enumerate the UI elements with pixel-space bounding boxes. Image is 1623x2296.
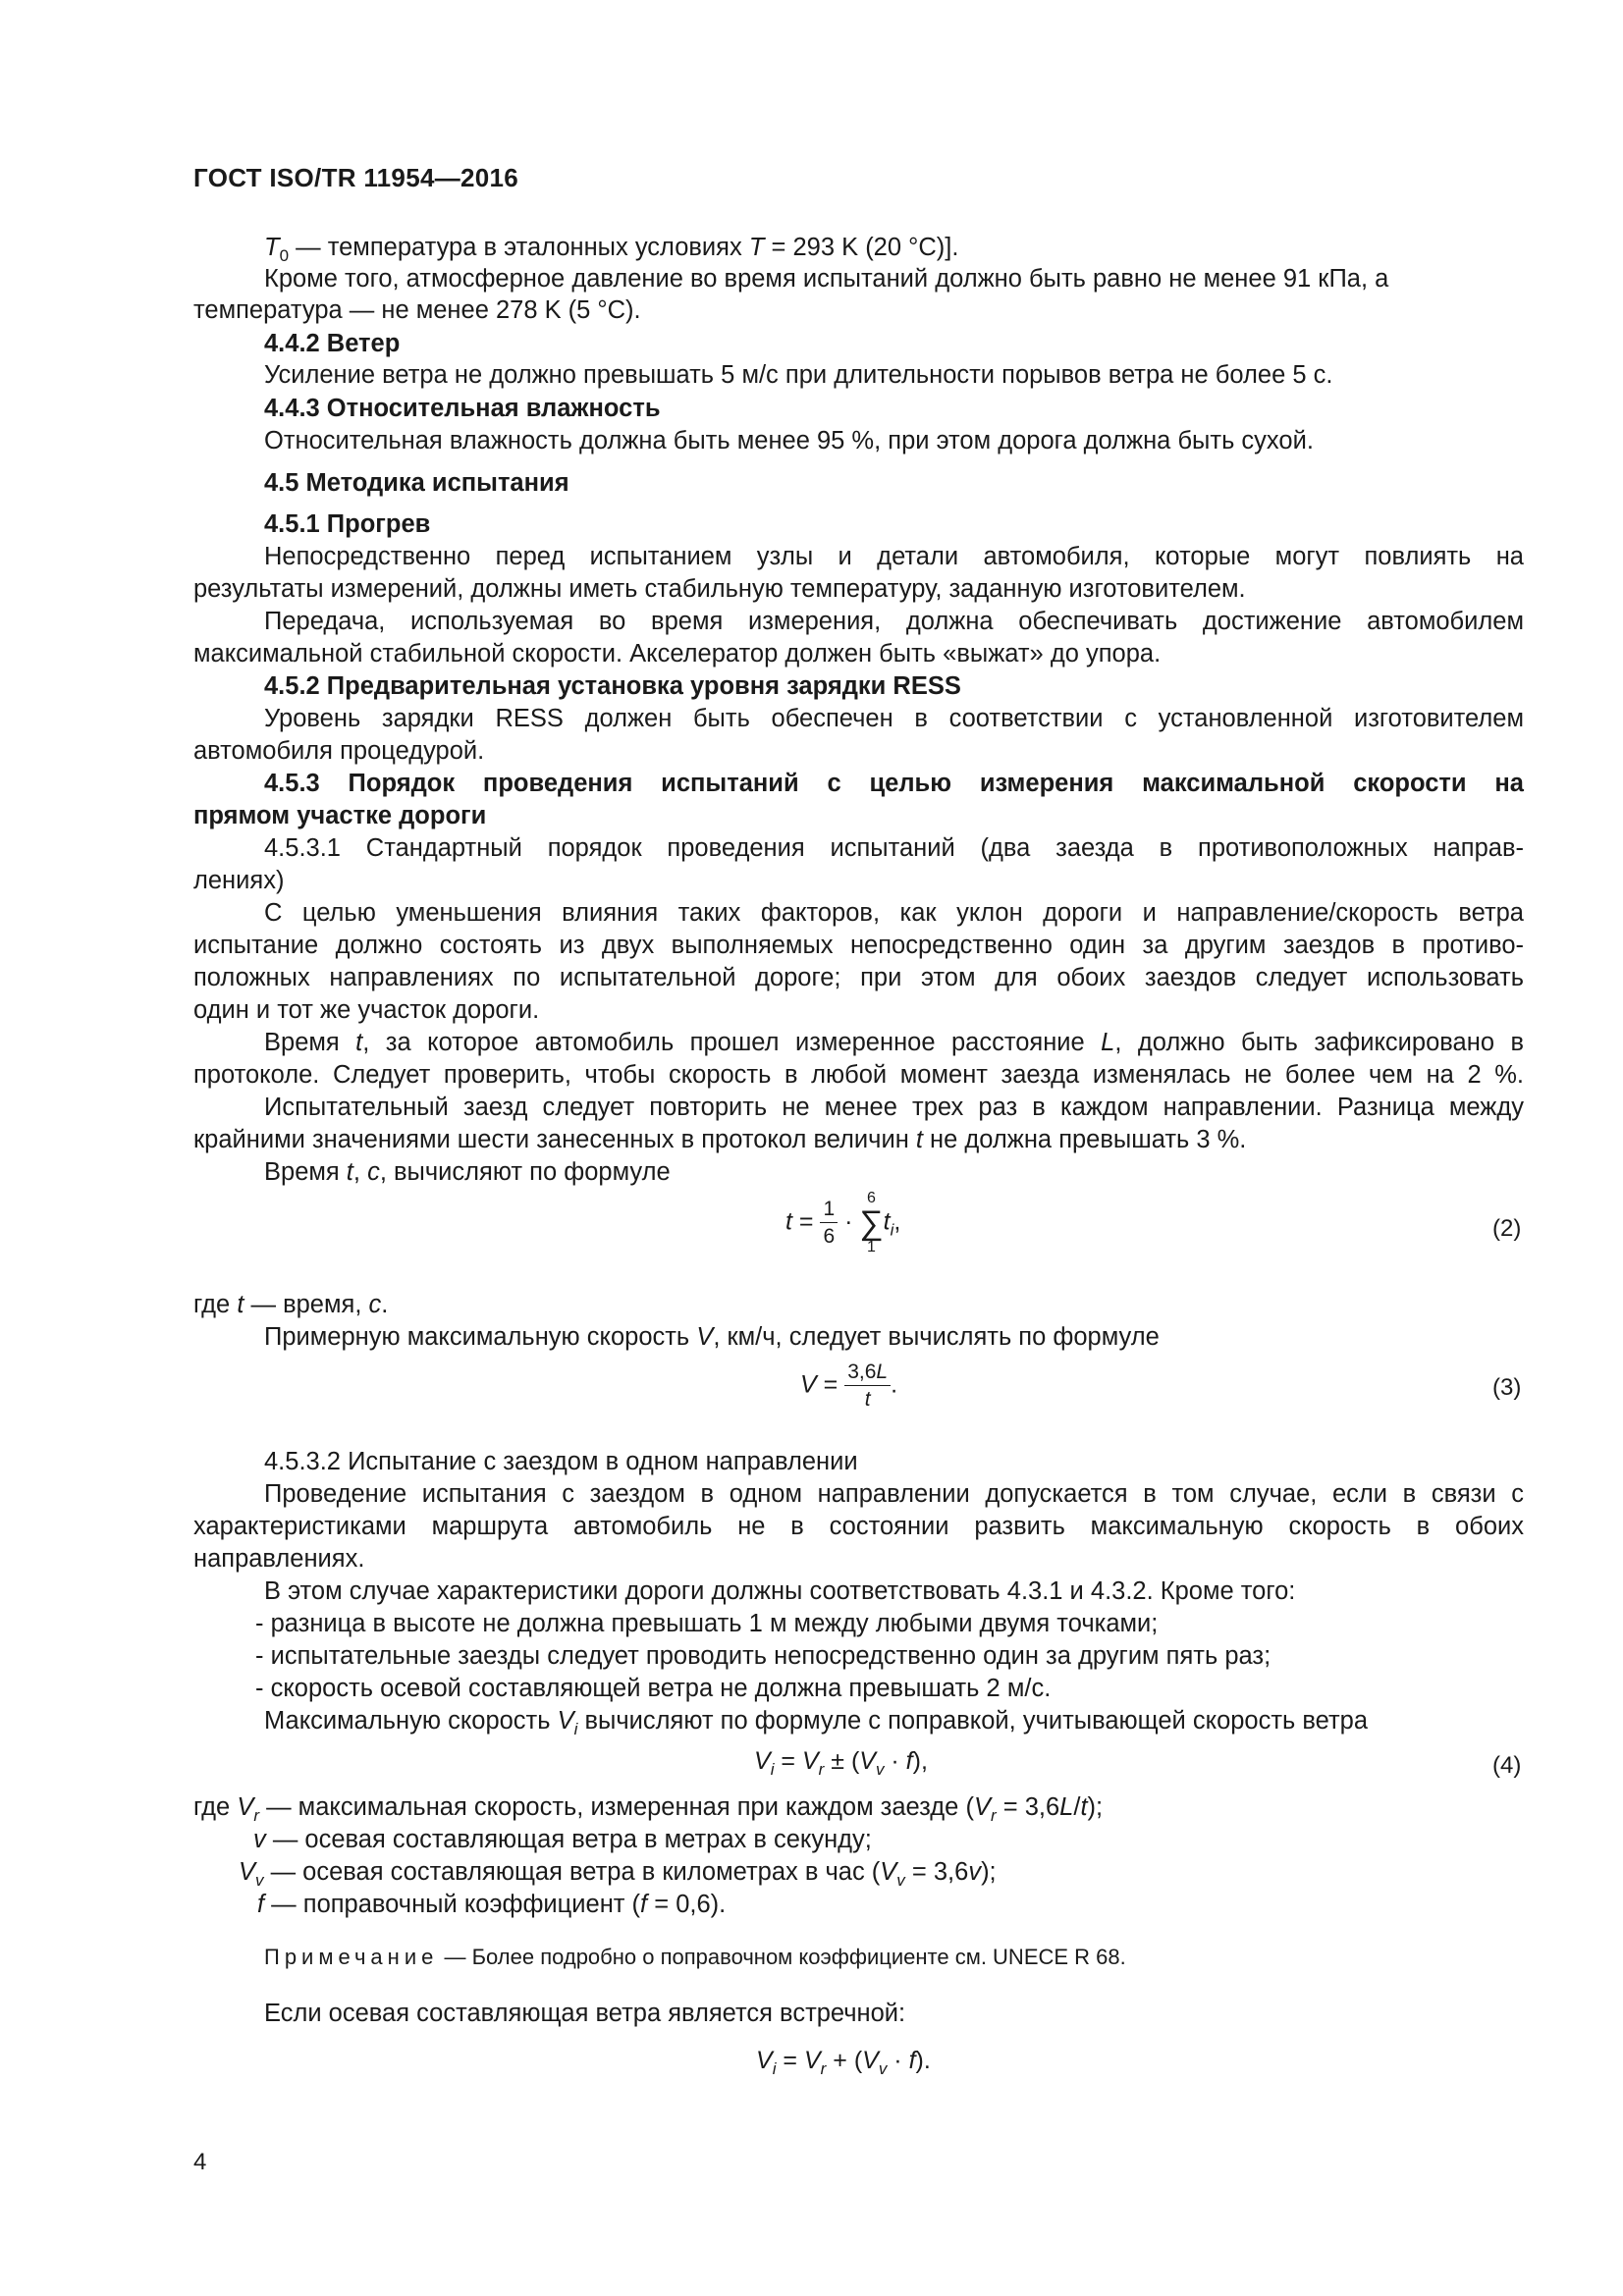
text-line: протоколе. Следует проверить, чтобы скорость в любой момент заезда изменялась не более чем на 2 %. [193, 1061, 1524, 1089]
note [264, 1941, 1524, 1973]
equation-number: (2) [1492, 1215, 1522, 1242]
formula-2: t = $\frac{1}{6}$ · 6 ∑ 1 $t_i$, [785, 1190, 901, 1255]
text-line: Передача, используемая во время измерения, должна обеспечивать достижение автомобилем [264, 608, 1524, 635]
section-heading: 4.5.1 Прогрев [264, 510, 431, 538]
text-line: Относительная влажность должна быть менее 95 %, при этом дорога должна быть сухой. [264, 427, 1314, 454]
equation-number: (4) [1492, 1752, 1522, 1779]
formula-3: V = $\frac{3,6L}{t}$ . [800, 1361, 898, 1411]
text-line: Испытательный заезд следует повторить не менее трех раз в каждом направлении. Разница между [264, 1094, 1524, 1121]
where-line: f — поправочный коэффициент (f = 0,6). [257, 1891, 727, 1918]
document-header: ГОСТ ISO/TR 11954—2016 [193, 163, 519, 192]
text-line: характеристиками маршрута автомобиль не в состоянии развить максимальную скорость в обоих [193, 1513, 1524, 1540]
page-number: 4 [193, 2149, 207, 2175]
text-line: С целью уменьшения влияния таких факторов, как уклон дороги и направление/скорость ветра [264, 899, 1524, 927]
section-heading: 4.4.2 Ветер [264, 330, 401, 357]
text-line: крайними значениями шести занесенных в протокол величин t не должна превышать 3 %. [193, 1126, 1247, 1153]
text-line: испытание должно состоять из двух выполняемых непосредственно один за другим заездов в противо- [193, 932, 1524, 959]
note-label: Примечание [264, 1945, 439, 1969]
text-line: Уровень зарядки RESS должен быть обеспечен в соответствии с установленной изготовителем [264, 705, 1524, 732]
section-heading: 4.5.2 Предварительная установка уровня зарядки RESS [264, 672, 961, 700]
text-line: автомобиля процедурой. [193, 737, 485, 765]
text-line: Максимальную скорость $V_i$ вычисляют по формуле с поправкой, учитывающей скорость ветра [264, 1707, 1369, 1739]
text-line: максимальной стабильной скорости. Акселератор должен быть «выжат» до упора. [193, 640, 1162, 667]
formula-4: $V_i = V_r \pm (V_v \cdot f)$, [754, 1747, 928, 1779]
where-line: где $V_r$ — максимальная скорость, измеренная при каждом заезде $(V_r = 3,6L/t)$; [193, 1793, 1104, 1826]
section-heading: 4.5.3 Порядок проведения испытаний с целью измерения максимальной скорости на [264, 770, 1524, 797]
text-line: Проведение испытания с заездом в одном направлении допускается в том случае, если в связи с [264, 1480, 1524, 1508]
section-heading: 4.4.3 Относительная влажность [264, 395, 661, 422]
list-item: - испытательные заезды следует проводить непосредственно один за другим пять раз; [255, 1642, 1271, 1670]
where-line: v — осевая составляющая ветра в метрах в секунду; [253, 1826, 872, 1853]
text-line: Если осевая составляющая ветра является встречной: [264, 2000, 906, 2027]
where-line: $V_v$ — осевая составляющая ветра в километрах в час $(V_v = 3,6v)$; [239, 1858, 997, 1891]
text-line: направлениях. [193, 1545, 365, 1573]
text-line: где t — время, c. [193, 1291, 389, 1318]
equation-number: (3) [1492, 1374, 1522, 1401]
text-line: Примерную максимальную скорость V, км/ч, следует вычислять по формуле [264, 1323, 1160, 1351]
formula-headwind: $V_i = V_r + (V_v \cdot f)$. [756, 2047, 931, 2078]
text-line: результаты измерений, должны иметь стабильную температуру, заданную изготовителем. [193, 575, 1246, 603]
text-line: В этом случае характеристики дороги должны соответствовать 4.3.1 и 4.3.2. Кроме того: [264, 1577, 1296, 1605]
text-line: Время t, c, вычисляют по формуле [264, 1158, 671, 1186]
note-text: — Более подробно о поправочном коэффициенте см. UNECE R 68. [444, 1945, 1126, 1969]
text-line: Кроме того, атмосферное давление во время испытаний должно быть равно не менее 91 кПа, а [264, 265, 1389, 293]
text-line: $T_0$ — температура в эталонных условиях T = 293 K (20 °C)]. [264, 234, 959, 266]
text-line: лениях) [193, 867, 285, 894]
section-heading: 4.5 Методика испытания [264, 469, 569, 497]
text-line: Усиление ветра не должно превышать 5 м/с при длительности порывов ветра не более 5 с. [264, 361, 1333, 389]
subsection-heading: 4.5.3.1 Стандартный порядок проведения испытаний (два заезда в противоположных направ- [264, 834, 1524, 862]
list-item: - разница в высоте не должна превышать 1 м между любыми двумя точками; [255, 1610, 1159, 1637]
text-line: Непосредственно перед испытанием узлы и детали автомобиля, которые могут повлиять на [264, 543, 1524, 570]
section-heading: прямом участке дороги [193, 802, 487, 829]
text-line: один и тот же участок дороги. [193, 996, 540, 1024]
list-item: - скорость осевой составляющей ветра не должна превышать 2 м/с. [255, 1675, 1052, 1702]
subsection-heading: 4.5.3.2 Испытание с заездом в одном направлении [264, 1448, 858, 1475]
text-line: Время t, за которое автомобиль прошел измеренное расстояние L, должно быть зафиксировано в [264, 1029, 1524, 1056]
text-line: положных направлениях по испытательной дороге; при этом для обоих заездов следует использовать [193, 964, 1524, 991]
text-line: температура — не менее 278 K (5 °C). [193, 296, 641, 324]
